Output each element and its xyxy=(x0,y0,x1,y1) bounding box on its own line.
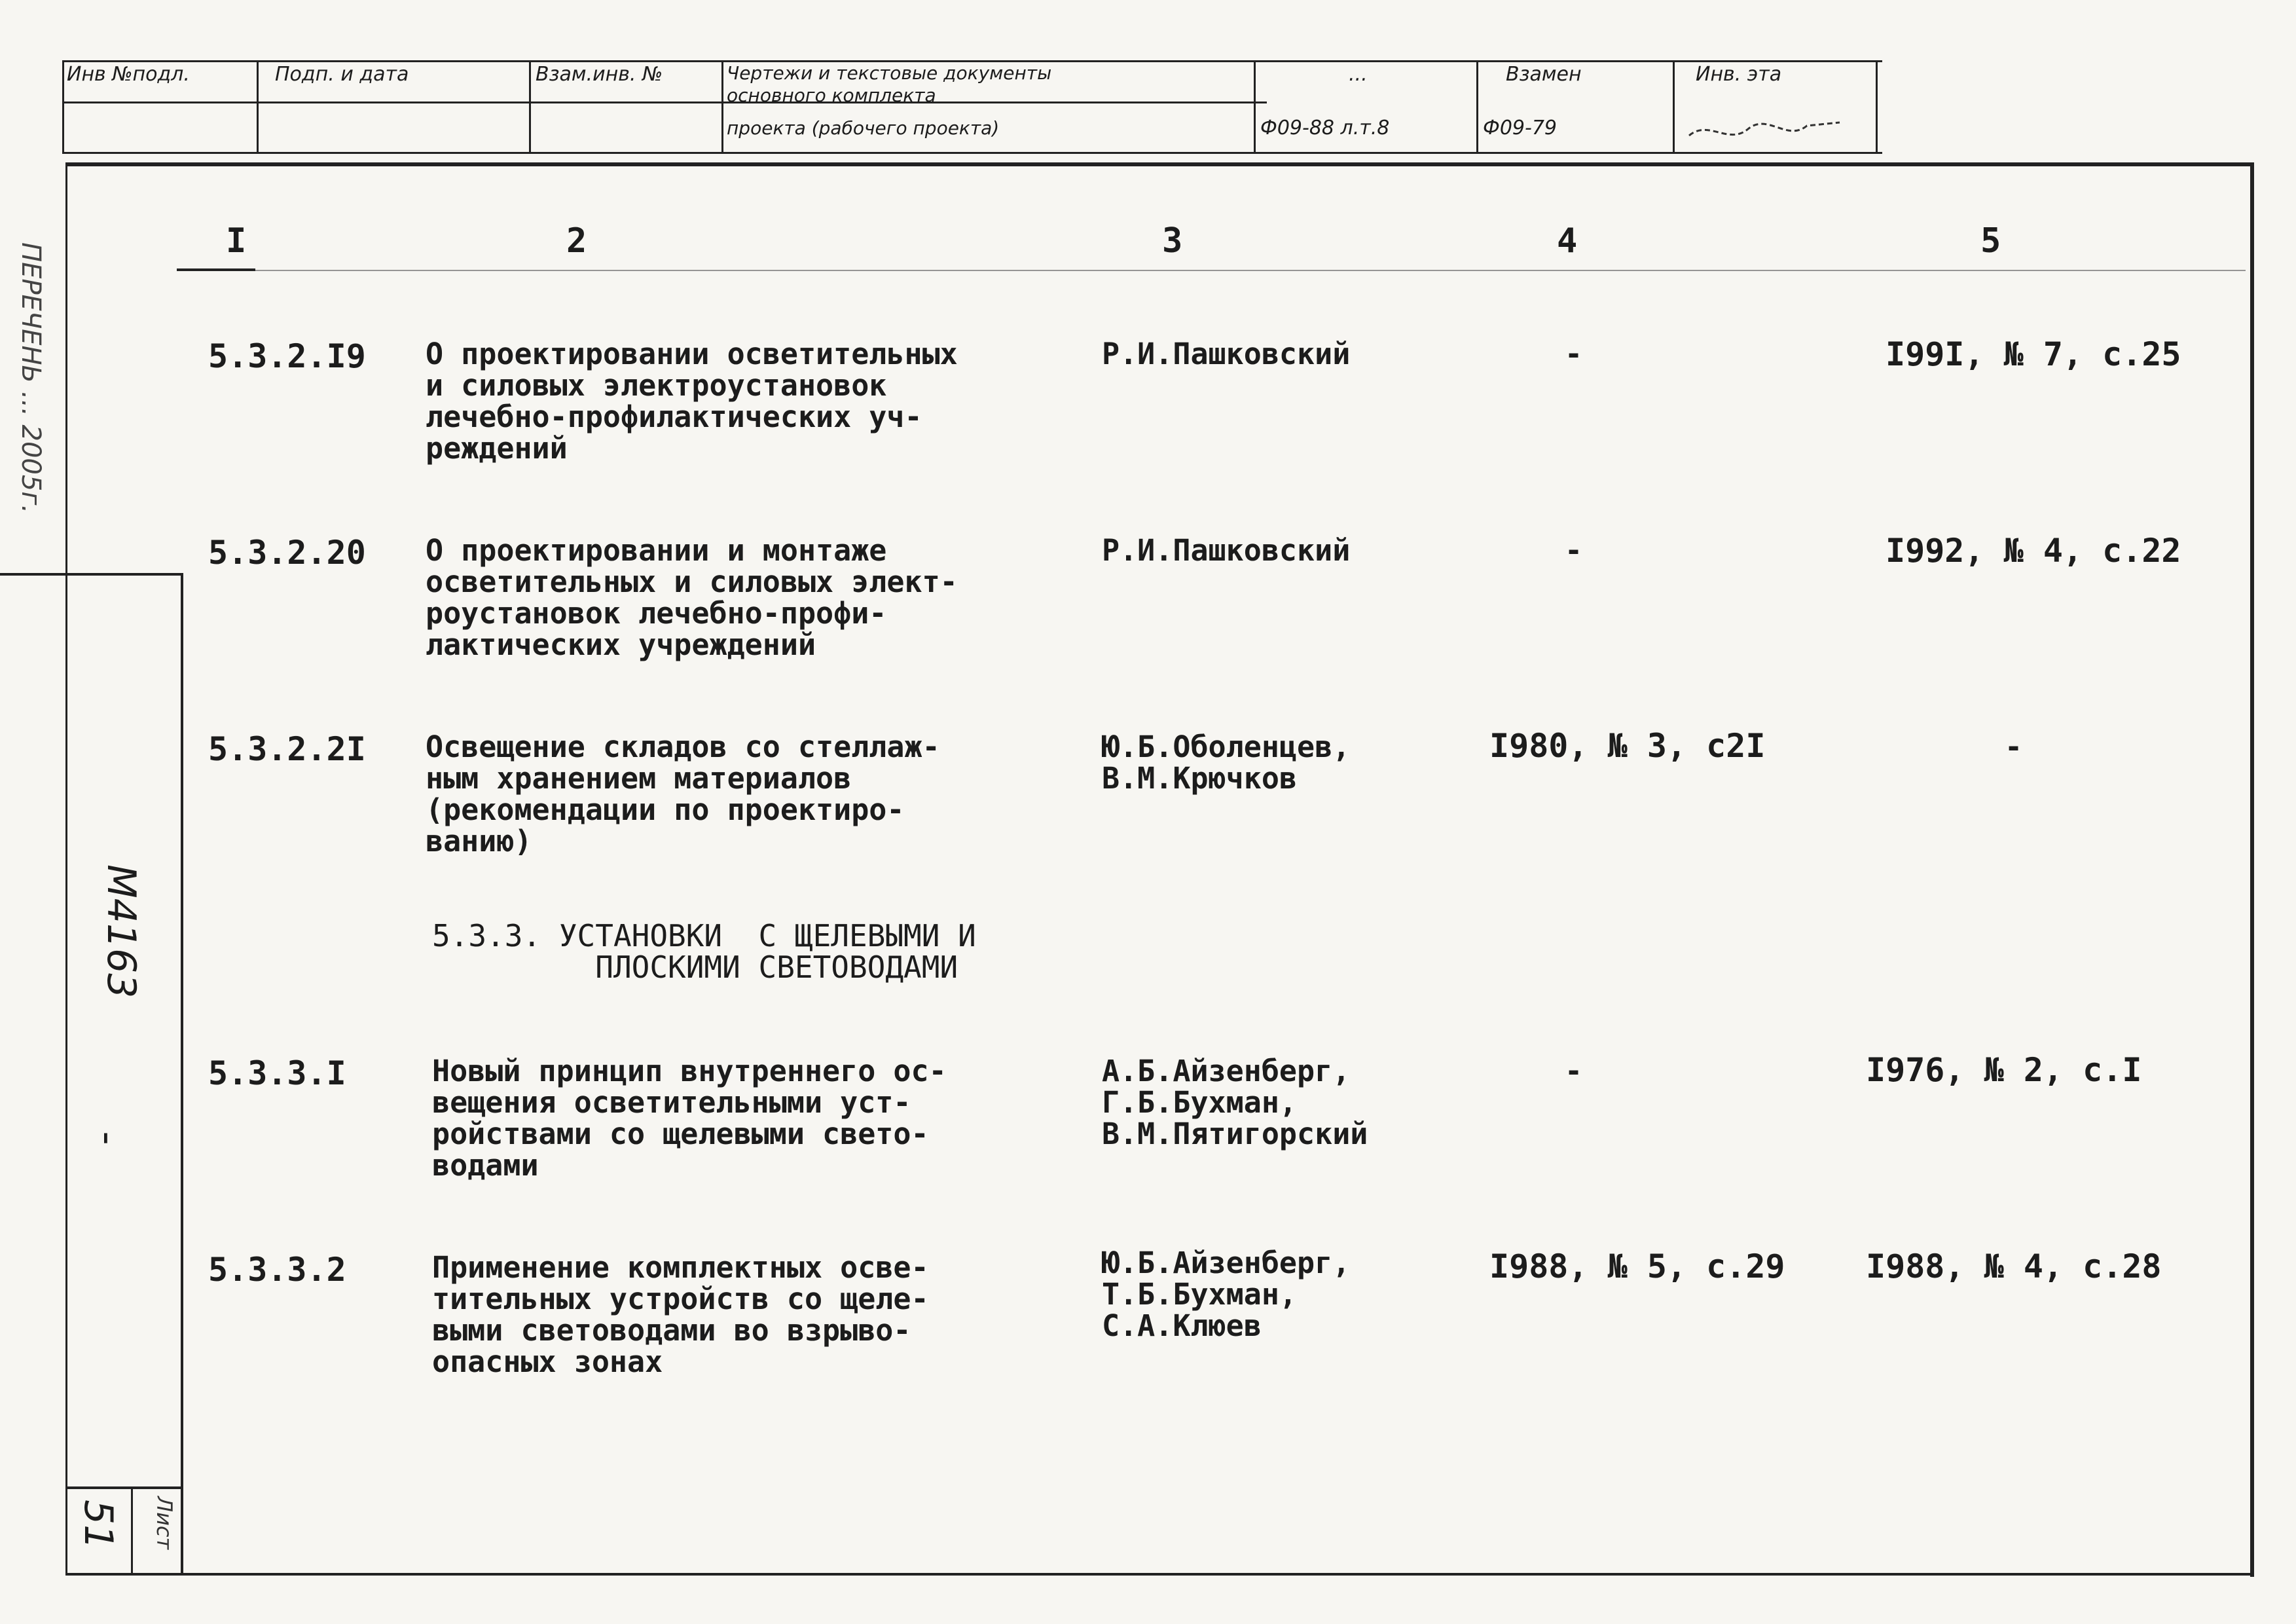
stamp-cell5-top: ... xyxy=(1349,64,1368,85)
row-title: О проектировании осветительных и силовых электроустановок лечебно-профилактических уч- реждений xyxy=(426,337,958,466)
row-authors: Р.И.Пашковский xyxy=(1102,533,1351,568)
row-col5: I992, № 4, с.22 xyxy=(1886,532,2181,570)
row-col4: - xyxy=(1565,1054,1583,1088)
section-heading: 5.3.3. УСТАНОВКИ С ЩЕЛЕВЫМИ И ПЛОСКИМИ СВЕТОВОДАМИ xyxy=(432,918,976,985)
column-number-4: 4 xyxy=(1557,221,1578,261)
row-col4: I988, № 5, с.29 xyxy=(1489,1247,1785,1285)
document-code-dash: - xyxy=(85,1126,131,1151)
row-col5: I99I, № 7, с.25 xyxy=(1886,335,2181,373)
row-authors: Ю.Б.Айзенберг, Т.Б.Бухман, С.А.Клюев xyxy=(1102,1246,1351,1343)
stamp-replacement-code: Ф09-79 xyxy=(1483,118,1557,139)
row-authors: Р.И.Пашковский xyxy=(1102,337,1351,371)
header-rule-left xyxy=(177,268,255,271)
stamp-replace-inv-label: Взам.инв. № xyxy=(536,64,663,85)
stamp-top-rule xyxy=(62,60,1882,62)
row-number: 5.3.2.2I xyxy=(208,730,366,768)
stamp-inv-this-label: Инв. эта xyxy=(1696,64,1782,85)
sheet-number: 51 xyxy=(75,1500,121,1550)
signature-scribble xyxy=(1683,113,1853,149)
row-number: 5.3.2.20 xyxy=(208,534,366,572)
row-col4: - xyxy=(1565,337,1583,371)
vertical-note: ПЕРЕЧЕНЬ ... 2005г. xyxy=(16,242,46,514)
column-number-5: 5 xyxy=(1980,221,2001,261)
sheet-label: Лист xyxy=(152,1496,177,1550)
document-code: М4163 xyxy=(98,864,144,999)
column-number-1: I xyxy=(226,221,247,261)
stamp-form-code: Ф09-88 л.т.8 xyxy=(1260,118,1390,139)
row-title: Применение комплектных осве- тительных устройств со щеле- выми световодами во взрыво- опасных зонах xyxy=(432,1250,929,1379)
stamp-mid-rule xyxy=(62,101,1267,103)
column-number-3: 3 xyxy=(1162,221,1183,261)
stamp-docs-line2: основного комплекта xyxy=(727,85,936,106)
row-title: О проектировании и монтаже осветительных и силовых элект- роустановок лечебно-профи- лактических учреждений xyxy=(426,533,958,662)
row-col5: I988, № 4, с.28 xyxy=(1866,1247,2162,1285)
stamp-bottom-rule xyxy=(62,152,1882,154)
row-authors: А.Б.Айзенберг, Г.Б.Бухман, В.М.Пятигорский xyxy=(1102,1054,1368,1151)
row-col5: - xyxy=(2005,729,2023,764)
row-col4: - xyxy=(1565,533,1583,568)
stamp-docs-line1: Чертежи и текстовые документы xyxy=(727,63,1052,84)
row-number: 5.3.2.I9 xyxy=(208,337,366,375)
stamp-sign-date-label: Подп. и дата xyxy=(275,64,409,85)
frame-bottom xyxy=(65,1573,2254,1576)
stamp-replacement-label: Взамен xyxy=(1506,64,1582,85)
frame-right xyxy=(2250,162,2254,1577)
frame-top xyxy=(65,162,2254,166)
row-number: 5.3.3.I xyxy=(208,1054,346,1092)
stamp-inv-label: Инв №подл. xyxy=(67,64,190,85)
header-rule xyxy=(177,270,2246,271)
row-title: Освещение складов со стеллаж- ным хранением материалов (рекомендации по проектиро- ванию) xyxy=(426,729,940,858)
row-col5: I976, № 2, с.I xyxy=(1866,1051,2142,1089)
row-number: 5.3.3.2 xyxy=(208,1251,346,1289)
row-col4: I980, № 3, с2I xyxy=(1489,727,1766,765)
column-number-2: 2 xyxy=(566,221,587,261)
frame-left xyxy=(65,162,67,1576)
row-authors: Ю.Б.Оболенцев, В.М.Крючков xyxy=(1102,729,1351,796)
row-title: Новый принцип внутреннего ос- вещения осветительными уст- ройствами со щелевыми свето- водами xyxy=(432,1054,947,1183)
stamp-docs-line3: проекта (рабочего проекта) xyxy=(727,118,1000,139)
